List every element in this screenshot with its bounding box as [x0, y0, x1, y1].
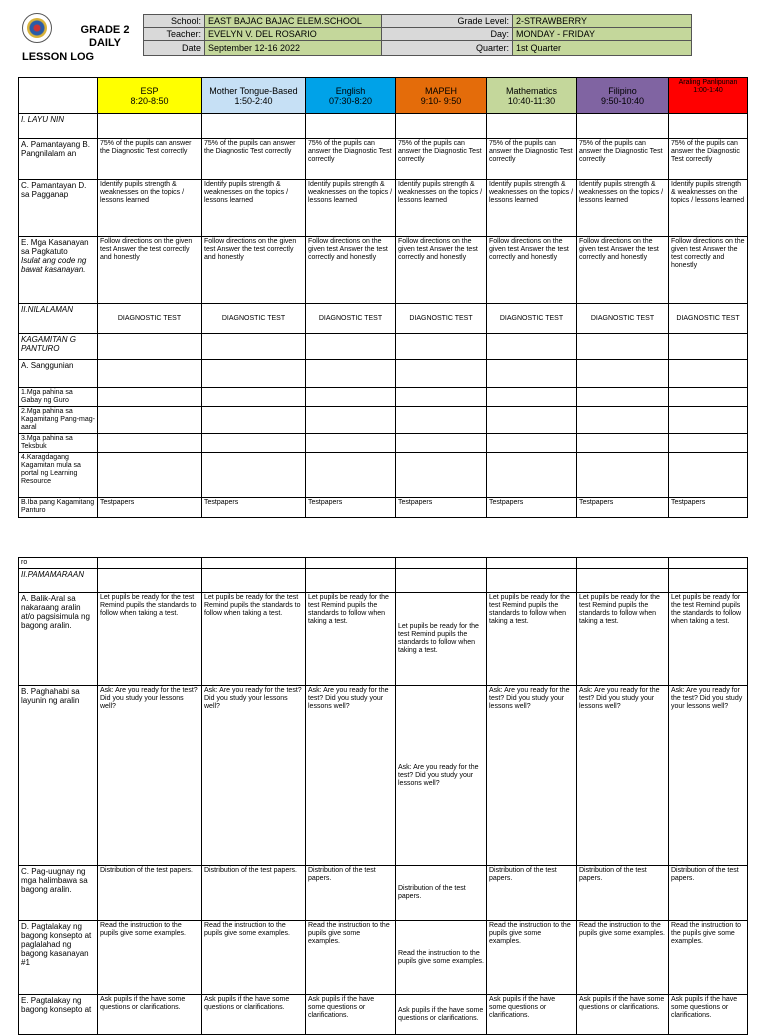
date-value: September 12-16 2022 [205, 41, 382, 56]
cell: Ask pupils if the have some questions or clarifications. [396, 995, 487, 1035]
cell: DIAGNOSTIC TEST [98, 304, 202, 334]
cell: Read the instruction to the pupils give some examples. [98, 921, 202, 995]
row-top-label: ro [19, 558, 98, 569]
cell: Testpapers [98, 498, 202, 518]
grade-level-value: 2-STRAWBERRY [513, 15, 692, 28]
cell: Read the instruction to the pupils give some examples. [487, 921, 577, 995]
cell: Testpapers [669, 498, 748, 518]
row-c-label: C. Pamantayan D. sa Pagganap [19, 180, 98, 237]
cell: Ask pupils if the have some questions or clarifications. [487, 995, 577, 1035]
cell: Ask: Are you ready for the test? Did you study your lessons well? [396, 686, 487, 866]
school-label: School: [144, 15, 205, 28]
row-a-label: A. Pamantayang B. Pangnilalam an [19, 139, 98, 180]
cell: Identify pupils strength & weaknesses on the topics / lessons learned [98, 180, 202, 237]
row-teksbuk-label: 3.Mga pahina sa Teksbuk [19, 434, 98, 453]
cell: Ask pupils if the have some questions or clarifications. [669, 995, 748, 1035]
cell: Read the instruction to the pupils give some examples. [396, 921, 487, 995]
row-iba-label: B.Iba pang Kagamitang Panturo [19, 498, 98, 518]
cell: 75% of the pupils can answer the Diagnostic Test correctly [306, 139, 396, 180]
cell: Distribution of the test papers. [306, 866, 396, 921]
row-nilalaman-label: II.NILALAMAN [19, 304, 98, 334]
cell: Let pupils be ready for the test Remind pupils the standards to follow when taking a test. [487, 593, 577, 686]
subject-mapeh: MAPEH 9:10- 9:50 [396, 78, 487, 114]
cell: Identify pupils strength & weaknesses on the topics / lessons learned [669, 180, 748, 237]
cell: Distribution of the test papers. [487, 866, 577, 921]
cell: Let pupils be ready for the test Remind pupils the standards to follow when taking a test. [669, 593, 748, 686]
cell: DIAGNOSTIC TEST [487, 304, 577, 334]
cell: Testpapers [396, 498, 487, 518]
cell: Identify pupils strength & weaknesses on the topics / lessons learned [202, 180, 306, 237]
subject-mathematics: Mathematics 10:40-11:30 [487, 78, 577, 114]
subject-english: English 07:30-8:20 [306, 78, 396, 114]
cell: Identify pupils strength & weaknesses on the topics / lessons learned [396, 180, 487, 237]
row-pagtalakay-1-label: D. Pagtalakay ng bagong konsepto at paglalahad ng bagong kasanayan #1 [19, 921, 98, 995]
cell: Distribution of the test papers. [98, 866, 202, 921]
cell: Read the instruction to the pupils give some examples. [202, 921, 306, 995]
cell: Read the instruction to the pupils give some examples. [306, 921, 396, 995]
cell: Ask pupils if the have some questions or clarifications. [98, 995, 202, 1035]
teacher-label: Teacher: [144, 28, 205, 41]
cell: Follow directions on the given test Answer the test correctly and honestly [306, 237, 396, 304]
cell: Let pupils be ready for the test Remind pupils the standards to follow when taking a test. [396, 593, 487, 686]
lesson-table-part1 [18, 77, 748, 518]
cell: Follow directions on the given test Answer the test correctly and honestly [487, 237, 577, 304]
subject-filipino: Filipino 9:50-10:40 [577, 78, 669, 114]
row-gabay-label: 1.Mga pahina sa Gabay ng Guro [19, 388, 98, 407]
teacher-value: EVELYN V. DEL ROSARIO [205, 28, 382, 41]
row-layunin-label: I. LAYU NIN [19, 114, 98, 139]
row-pamamaraan-label: II.PAMAMARAAN [19, 569, 98, 593]
row-kagamitan-label: KAGAMITAN G PANTURO [19, 334, 98, 360]
cell: Let pupils be ready for the test Remind pupils the standards to follow when taking a test. [306, 593, 396, 686]
cell: Follow directions on the given test Answer the test correctly and honestly [396, 237, 487, 304]
header-info-table [143, 14, 692, 56]
grade-level-label: Grade Level: [382, 15, 513, 28]
row-paghahabi-label: B. Paghahabi sa layunin ng aralin [19, 686, 98, 866]
cell: Testpapers [306, 498, 396, 518]
row-pagtalakay-2-label: E. Pagtalakay ng bagong konsepto at [19, 995, 98, 1035]
cell: 75% of the pupils can answer the Diagnostic Test correctly [396, 139, 487, 180]
lesson-table-part2 [18, 557, 748, 1035]
quarter-label: Quarter: [382, 41, 513, 56]
cell: Ask: Are you ready for the test? Did you study your lessons well? [306, 686, 396, 866]
cell: Testpapers [487, 498, 577, 518]
cell: Identify pupils strength & weaknesses on the topics / lessons learned [306, 180, 396, 237]
school-value: EAST BAJAC BAJAC ELEM.SCHOOL [205, 15, 382, 28]
subject-mother-tongue: Mother Tongue-Based 1:50-2:40 [202, 78, 306, 114]
cell: Testpapers [202, 498, 306, 518]
cell: Testpapers [577, 498, 669, 518]
title-lesson-log: LESSON LOG [22, 51, 95, 63]
deped-seal-logo [22, 13, 52, 43]
row-e-label: E. Mga Kasanayan sa Pagkatuto Isulat ang code ng bawat kasanayan. [19, 237, 98, 304]
date-label: Date [144, 41, 205, 56]
cell: Follow directions on the given test Answer the test correctly and honestly [202, 237, 306, 304]
cell: Distribution of the test papers. [396, 866, 487, 921]
cell: Read the instruction to the pupils give some examples. [577, 921, 669, 995]
cell: 75% of the pupils can answer the Diagnostic Test correctly [202, 139, 306, 180]
cell: Follow directions on the given test Answer the test correctly and honestly [669, 237, 748, 304]
cell: Ask: Are you ready for the test? Did you study your lessons well? [98, 686, 202, 866]
cell: Ask pupils if the have some questions or clarifications. [202, 995, 306, 1035]
cell: Ask: Are you ready for the test? Did you study your lessons well? [202, 686, 306, 866]
cell: Ask pupils if the have some questions or clarifications. [306, 995, 396, 1035]
cell: Distribution of the test papers. [577, 866, 669, 921]
subject-araling-panlipunan: Araling Panlipunan 1:00-1:40 [669, 78, 748, 114]
cell: Distribution of the test papers. [669, 866, 748, 921]
cell: Let pupils be ready for the test Remind pupils the standards to follow when taking a test. [202, 593, 306, 686]
cell: 75% of the pupils can answer the Diagnostic Test correctly [487, 139, 577, 180]
cell: Let pupils be ready for the test Remind pupils the standards to follow when taking a test. [577, 593, 669, 686]
cell: Ask: Are you ready for the test? Did you study your lessons well? [487, 686, 577, 866]
cell: 75% of the pupils can answer the Diagnostic Test correctly [669, 139, 748, 180]
cell: Identify pupils strength & weaknesses on the topics / lessons learned [577, 180, 669, 237]
quarter-value: 1st Quarter [513, 41, 692, 56]
cell: 75% of the pupils can answer the Diagnostic Test correctly [98, 139, 202, 180]
title-grade: GRADE 2 [80, 24, 130, 36]
subject-esp: ESP 8:20-8:50 [98, 78, 202, 114]
cell: Let pupils be ready for the test Remind pupils the standards to follow when taking a test. [98, 593, 202, 686]
row-kagamitang-label: 2.Mga pahina sa Kagamitang Pang-mag-aaral [19, 407, 98, 434]
row-balik-aral-label: A. Balik-Aral sa nakaraang aralin at/o pagsisimula ng bagong aralin. [19, 593, 98, 686]
cell: Ask: Are you ready for the test? Did you study your lessons well? [577, 686, 669, 866]
cell: DIAGNOSTIC TEST [396, 304, 487, 334]
row-sanggunian-label: A. Sanggunian [19, 360, 98, 388]
corner-cell [19, 78, 98, 114]
cell: Ask: Are you ready for the test? Did you study your lessons well? [669, 686, 748, 866]
cell: Distribution of the test papers. [202, 866, 306, 921]
cell: Read the instruction to the pupils give some examples. [669, 921, 748, 995]
cell: DIAGNOSTIC TEST [202, 304, 306, 334]
cell: DIAGNOSTIC TEST [577, 304, 669, 334]
day-label: Day: [382, 28, 513, 41]
cell: Follow directions on the given test Answer the test correctly and honestly [577, 237, 669, 304]
cell: 75% of the pupils can answer the Diagnostic Test correctly [577, 139, 669, 180]
row-e-sublabel: Isulat ang code ng bawat kasanayan. [21, 256, 87, 274]
cell: DIAGNOSTIC TEST [669, 304, 748, 334]
cell: DIAGNOSTIC TEST [306, 304, 396, 334]
cell: Ask pupils if the have some questions or clarifications. [577, 995, 669, 1035]
cell: Identify pupils strength & weaknesses on the topics / lessons learned [487, 180, 577, 237]
row-karagdagang-label: 4.Karagdagang Kagamitan mula sa portal ng Learning Resource [19, 453, 98, 498]
title-daily: DAILY [89, 37, 121, 49]
row-pag-uugnay-label: C. Pag-uugnay ng mga halimbawa sa bagong aralin. [19, 866, 98, 921]
day-value: MONDAY - FRIDAY [513, 28, 692, 41]
cell: Follow directions on the given test Answer the test correctly and honestly [98, 237, 202, 304]
